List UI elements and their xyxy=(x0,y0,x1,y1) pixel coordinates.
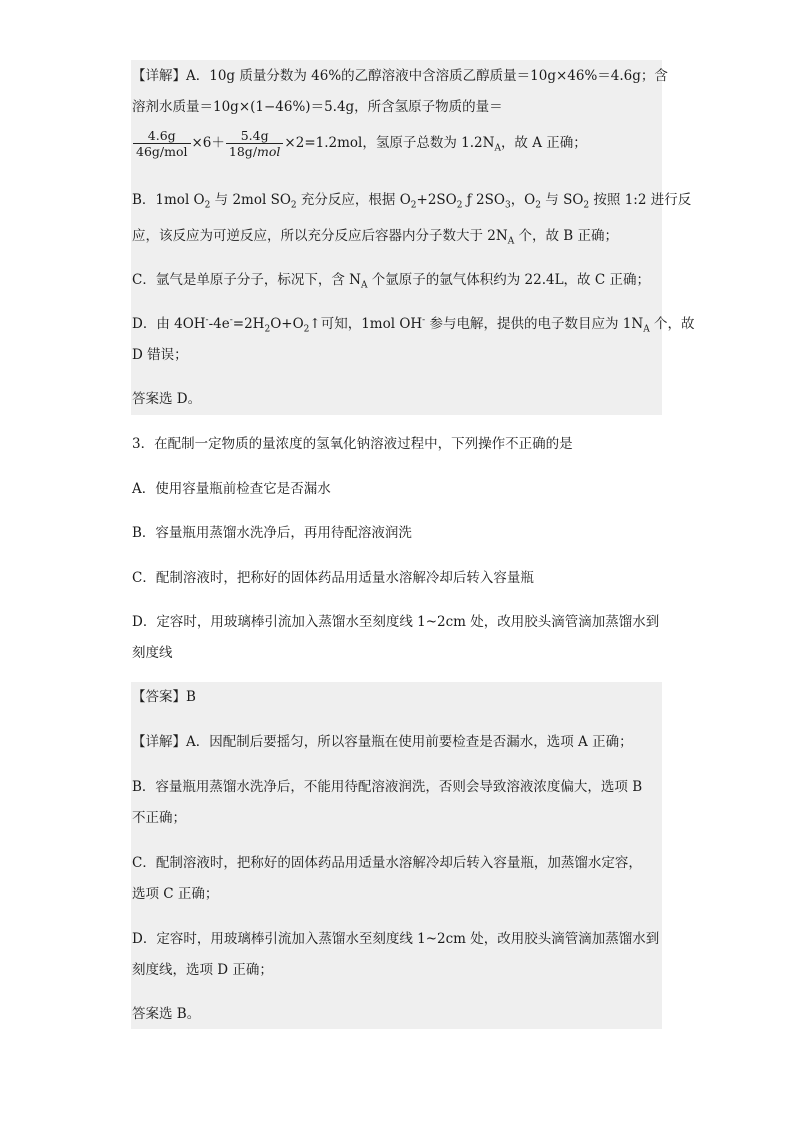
question-3-option-d-line-2: 刻度线 xyxy=(132,645,173,661)
answer-3-explain-b-1: B．容量瓶用蒸馏水洗净后，不能用待配溶液润洗，否则会导致溶液浓度偏大，选项 B xyxy=(132,779,643,795)
explain-answer-line: 答案选 D。 xyxy=(132,391,202,407)
question-3-option-a: A．使用容量瓶前检查它是否漏水 xyxy=(132,481,331,497)
fraction-water: $\frac{5.4g}{\text{18g/mol}}$ xyxy=(226,128,284,159)
question-3-option-d-line-1: D．定容时，用玻璃棒引流加入蒸馏水至刻度线 1~2cm 处，改用胶头滴管滴加蒸馏水到 xyxy=(132,614,660,630)
explain-line-c1: C．氩气是单原子分子，标况下，含 $N_A$ 个氩原子的氩气体积约为 22.4L，故 C 正确； xyxy=(132,272,650,291)
explain-line-b1: B．1mol $O_2$ 与 2mol $SO_2$ 充分反应，根据 $O_2+2SO_2$ ƒ $2SO_3$，$O_2$ 与 $SO_2$ 按照 1:2 进行反 xyxy=(132,192,692,211)
explain-line-d1: D．由 $4OH^--4e^-=2H_2O+O_2↑$可知，1mol OH- 参与电解，提供的电子数目应为 $1N_A$ 个，故 xyxy=(132,315,695,335)
question-3-option-b: B．容量瓶用蒸馏水洗净后，再用待配溶液润洗 xyxy=(132,525,412,541)
answer-3-final: 答案选 B。 xyxy=(132,1006,201,1022)
answer-3-label: 【答案】B xyxy=(132,689,196,705)
fraction-ethanol: $\frac{4.6g}{\text{46g/mol}}$ xyxy=(133,128,191,159)
explain-line-1: 【详解】A．10g 质量分数为 46%的乙醇溶液中含溶质乙醇质量＝10g×46%＝4.6g；含 xyxy=(132,68,668,84)
question-3-option-c: C．配制溶液时，把称好的固体药品用适量水溶解冷却后转入容量瓶 xyxy=(132,570,534,586)
question-3-stem: 3．在配制一定物质的量浓度的氢氧化钠溶液过程中，下列操作不正确的是 xyxy=(132,436,573,452)
explain-line-b2: 应，该反应为可逆反应，所以充分反应后容器内分子数大于 $2N_A$ 个，故 B 正确； xyxy=(132,228,618,247)
explain-line-2: 溶剂水质量＝10g×(1−46%)＝5.4g，所含氢原子物质的量＝ xyxy=(132,99,503,115)
answer-3-explain-c-1: C．配制溶液时，把称好的固体药品用适量水溶解冷却后转入容量瓶，加蒸馏水定容， xyxy=(132,855,642,871)
answer-3-explain-d-2: 刻度线，选项 D 正确； xyxy=(132,962,273,978)
answer-3-explain-c-2: 选项 C 正确； xyxy=(132,886,219,902)
answer-3-explain-a: 【详解】A．因配制后要摇匀，所以容量瓶在使用前要检查是否漏水，选项 A 正确； xyxy=(132,734,633,750)
explain-line-d2: D 错误； xyxy=(132,347,188,363)
answer-3-explain-d-1: D．定容时，用玻璃棒引流加入蒸馏水至刻度线 1~2cm 处，改用胶头滴管滴加蒸馏水到 xyxy=(132,931,660,947)
answer-3-explain-b-2: 不正确； xyxy=(132,810,186,826)
explain-line-3-formula: $\frac{4.6g}{\text{46g/mol}}$ ×6＋ $\frac{5.4g}{\text{18g/mol}}$ ×2=1.2mol，氢原子总数为 $1.2N_A$，故 A 正确； xyxy=(132,122,587,164)
